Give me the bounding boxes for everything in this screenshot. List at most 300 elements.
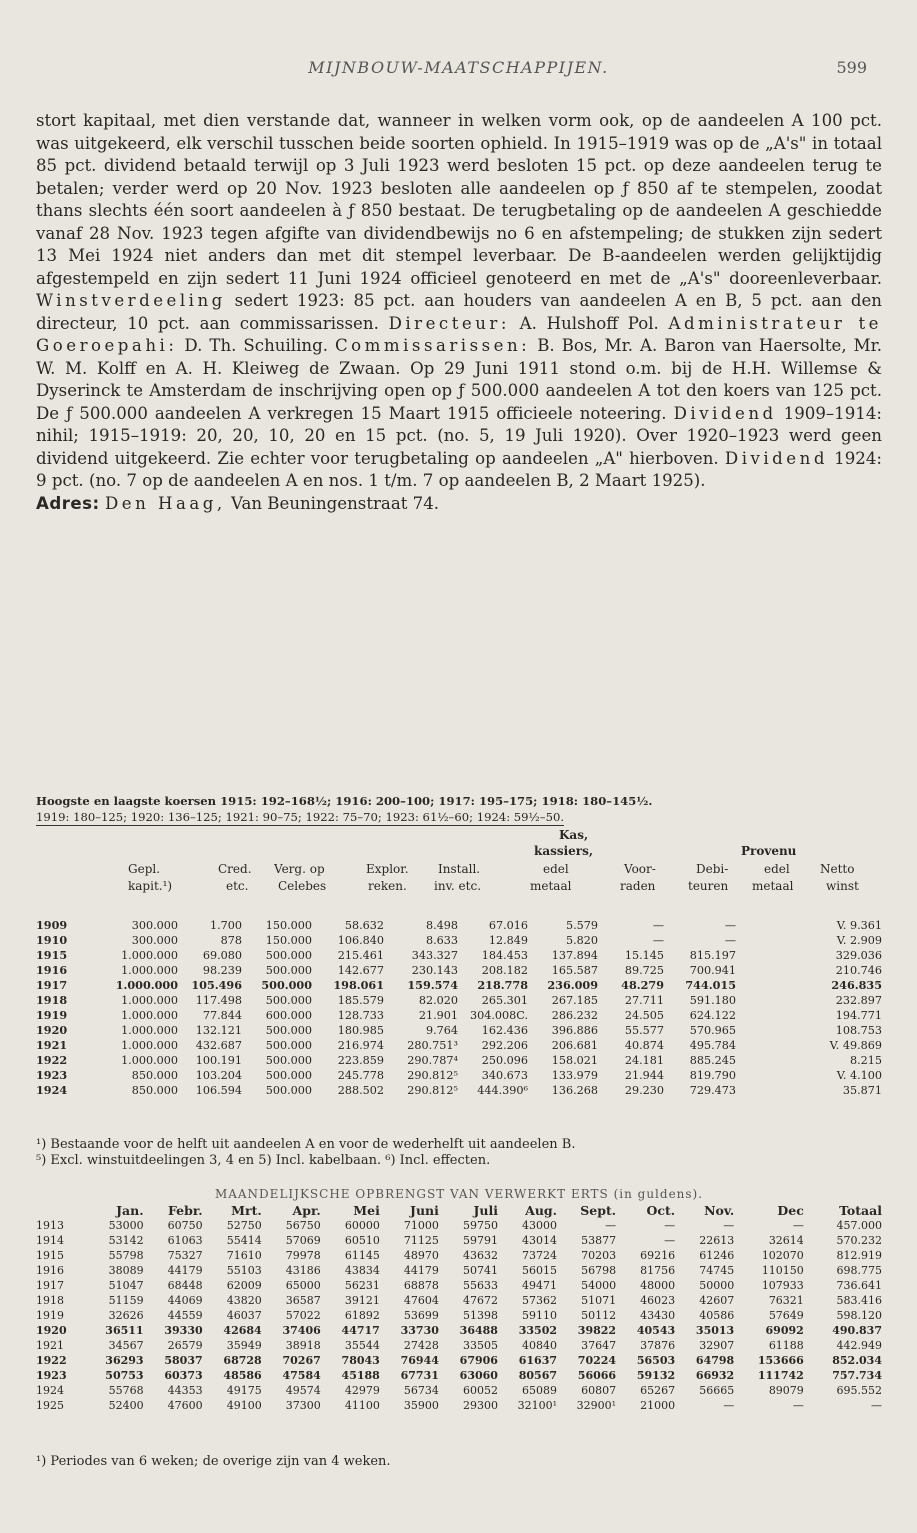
- kas-cell: 878: [220, 934, 242, 947]
- maand-cell: 40543: [636, 1324, 676, 1337]
- kas-year-cell: 1923: [36, 1068, 68, 1082]
- maand-cell: —: [871, 1399, 882, 1412]
- kas-cell: 159.574: [407, 978, 458, 992]
- kas-row: [36, 1068, 882, 1083]
- hdr-provenu: Provenu: [741, 844, 797, 858]
- maand-cell: 34567: [108, 1339, 144, 1352]
- kas-cell: V. 4.100: [836, 1069, 882, 1082]
- kas-cell: V. 49.869: [829, 1039, 882, 1052]
- maand-cell: 68878: [403, 1279, 439, 1292]
- kas-cell: 329.036: [835, 949, 882, 962]
- maand-cell: 44069: [167, 1294, 203, 1307]
- kas-cell: 136.268: [551, 1084, 598, 1097]
- maand-cell: 43186: [285, 1264, 321, 1277]
- kas-table: [36, 918, 882, 1098]
- kas-cell: 300.000: [131, 919, 178, 932]
- kas-cell: 128.733: [337, 1009, 384, 1022]
- maand-cell: 39822: [577, 1324, 617, 1337]
- maand-cell: 111742: [757, 1369, 804, 1382]
- kas-cell: 12.849: [488, 934, 528, 947]
- kas-cell: 82.020: [418, 994, 458, 1007]
- maand-cell: 65267: [640, 1384, 676, 1397]
- hdr-cred-2: etc.: [226, 879, 249, 893]
- kas-cell: 29.230: [624, 1084, 664, 1097]
- kas-cell: 246.835: [831, 978, 882, 992]
- hdr-prov-1: edel: [764, 862, 790, 876]
- maand-cell: 51047: [108, 1279, 144, 1292]
- maand-cell: 48970: [403, 1249, 439, 1262]
- page-number: 599: [836, 58, 867, 77]
- maand-cell: 38918: [285, 1339, 321, 1352]
- kas-row: [36, 1023, 882, 1038]
- maand-cell: 36293: [105, 1354, 144, 1367]
- label-dividend-2: Dividend: [724, 448, 828, 468]
- maand-cell: 76321: [768, 1294, 804, 1307]
- maand-year-cell: 1918: [36, 1294, 64, 1307]
- maand-cell: 60052: [462, 1384, 498, 1397]
- body-text: [36, 110, 882, 515]
- kas-cell: —: [652, 934, 664, 947]
- label-commissarissen: Commissarissen:: [334, 336, 531, 355]
- maand-year-cell: 1925: [36, 1399, 64, 1412]
- maand-cell: 48000: [640, 1279, 676, 1292]
- maand-cell: 33730: [400, 1324, 439, 1337]
- kas-cell: 236.009: [547, 978, 598, 992]
- kas-cell: 267.185: [551, 994, 598, 1007]
- maand-cell: 42684: [223, 1324, 262, 1337]
- kas-cell: 142.677: [337, 964, 384, 977]
- maand-cell: 32900¹: [576, 1399, 617, 1412]
- maand-cell: 153666: [757, 1354, 804, 1367]
- hdr-expl-2: reken.: [368, 879, 407, 893]
- maand-cell: 44353: [167, 1384, 203, 1397]
- maand-cell: 36488: [459, 1324, 498, 1337]
- kas-cell: 1.000.000: [121, 1009, 178, 1022]
- kas-row: [36, 978, 882, 993]
- kas-cell: 885.245: [689, 1054, 736, 1067]
- kas-cell: 5.579: [565, 919, 598, 932]
- maand-year-cell: 1920: [36, 1324, 67, 1337]
- maand-header-cell: Juni: [410, 1203, 439, 1218]
- kas-cell: 850.000: [131, 1069, 178, 1082]
- kas-cell: 396.886: [551, 1024, 598, 1037]
- maand-cell: 35013: [695, 1324, 735, 1337]
- maand-cell: 49100: [226, 1399, 262, 1412]
- kas-cell: 58.632: [344, 919, 384, 932]
- kas-year-cell: 1920: [36, 1023, 68, 1037]
- kas-cell: 5.820: [565, 934, 598, 947]
- maand-cell: 44179: [403, 1264, 439, 1277]
- kas-cell: 343.327: [411, 949, 458, 962]
- kas-row: [36, 918, 882, 933]
- maand-cell: 442.949: [836, 1339, 882, 1352]
- hdr-verg-1: Verg. op: [274, 862, 325, 876]
- maand-cell: 39330: [164, 1324, 203, 1337]
- kas-cell: 137.894: [551, 949, 598, 962]
- kas-cell: 55.577: [624, 1024, 664, 1037]
- maand-header-cell: Juli: [473, 1203, 498, 1218]
- kas-cell: 184.453: [481, 949, 528, 962]
- maand-cell: 44179: [167, 1264, 203, 1277]
- kas-year-cell: 1909: [36, 918, 68, 932]
- maand-cell: 89079: [768, 1384, 804, 1397]
- kas-cell: 280.751³: [407, 1039, 458, 1052]
- kas-cell: 500.000: [261, 978, 312, 992]
- kas-cell: 24.181: [624, 1054, 664, 1067]
- kas-cell: 24.505: [624, 1009, 664, 1022]
- maand-row: [36, 1353, 882, 1368]
- maand-header-row: [36, 1203, 882, 1218]
- maand-cell: 54000: [581, 1279, 617, 1292]
- kas-row: [36, 1083, 882, 1098]
- maand-cell: 37876: [640, 1339, 676, 1352]
- label-adres: Adres:: [36, 493, 100, 513]
- kas-cell: 230.143: [411, 964, 458, 977]
- maand-cell: 81756: [640, 1264, 676, 1277]
- maand-year-cell: 1916: [36, 1264, 64, 1277]
- maand-cell: 33502: [518, 1324, 558, 1337]
- note-2: ⁵) Excl. winstuitdeelingen 3, 4 en 5) Incl. kabelbaan. ⁶) Incl. effecten.: [36, 1153, 491, 1168]
- kas-cell: 292.206: [481, 1039, 528, 1052]
- label-administrateur: Administrateur te Goeroepahi:: [36, 313, 883, 355]
- kas-year-cell: 1921: [36, 1038, 68, 1052]
- maand-cell: 65089: [522, 1384, 558, 1397]
- maand-row: [36, 1398, 882, 1413]
- kas-cell: 729.473: [689, 1084, 736, 1097]
- kas-year-cell: 1915: [36, 948, 68, 962]
- kas-cell: 500.000: [265, 1024, 312, 1037]
- maand-cell: 47584: [282, 1369, 321, 1382]
- maand-row: [36, 1308, 882, 1323]
- maand-cell: 44717: [341, 1324, 380, 1337]
- kas-cell: 1.700: [209, 919, 242, 932]
- hdr-prov-2: metaal: [752, 879, 794, 893]
- maand-cell: 57649: [768, 1309, 804, 1322]
- maand-row: [36, 1293, 882, 1308]
- kas-year-cell: 1917: [36, 978, 68, 992]
- maand-cell: 852.034: [832, 1354, 882, 1367]
- label-dividend-1: Dividend: [673, 403, 777, 423]
- kas-year-cell: 1910: [36, 933, 68, 947]
- maand-cell: 21000: [640, 1399, 676, 1412]
- maand-cell: 35900: [403, 1399, 439, 1412]
- maand-cell: 71610: [226, 1249, 262, 1262]
- kas-cell: 500.000: [265, 994, 312, 1007]
- maand-cell: 65000: [285, 1279, 321, 1292]
- maand-cell: —: [605, 1219, 617, 1232]
- kas-cell: 500.000: [265, 1039, 312, 1052]
- hdr-netto-1: Netto: [820, 862, 855, 876]
- commissarissen-text: B. Bos, Mr. A. Baron van Haersolte, Mr. W. M. Kolff en A. H. Kleiweg de Zwaan. Op 29 Juni 1911 stond o.m. bij de H.H. Willemse & Dyserinck te Amsterdam de inschrijving open op ƒ 500.000 aandeelen A tot den koers van 125 pct. De ƒ 500.000 aandeelen A verkregen 15 Maart 1915 officieele noteering.: [36, 336, 882, 423]
- kas-cell: 106.840: [337, 934, 384, 947]
- maand-cell: 102070: [761, 1249, 804, 1262]
- maand-cell: 43632: [462, 1249, 498, 1262]
- maand-cell: 62009: [226, 1279, 262, 1292]
- maand-cell: 40840: [522, 1339, 558, 1352]
- kas-cell: 198.061: [333, 978, 384, 992]
- maand-cell: 47672: [462, 1294, 498, 1307]
- maand-cell: 27428: [403, 1339, 439, 1352]
- kas-cell: 570.965: [689, 1024, 736, 1037]
- running-header: MIJNBOUW-MAATSCHAPPIJEN.: [308, 58, 609, 77]
- dividend-2-text: 1924: 9 pct. (no. 7 op de aandeelen A en nos. 1 t/m. 7 op aandeelen B, 2 Maart 1925).: [36, 448, 882, 490]
- maand-cell: 51071: [581, 1294, 617, 1307]
- hdr-debi-2: teuren: [688, 879, 729, 893]
- maand-header-cell: Sept.: [580, 1203, 617, 1218]
- maand-header-cell: Mei: [353, 1203, 380, 1218]
- maand-cell: —: [792, 1399, 804, 1412]
- maand-cell: 61637: [518, 1354, 558, 1367]
- kas-row: [36, 1053, 882, 1068]
- kas-cell: 500.000: [265, 964, 312, 977]
- kas-cell: 850.000: [131, 1084, 178, 1097]
- kas-cell: —: [724, 919, 736, 932]
- kas-cell: 180.985: [337, 1024, 384, 1037]
- maand-cell: 63060: [459, 1369, 498, 1382]
- maand-cell: —: [664, 1234, 676, 1247]
- maand-year-cell: 1923: [36, 1369, 67, 1382]
- kas-cell: 232.897: [835, 994, 882, 1007]
- kas-cell: 288.502: [337, 1084, 384, 1097]
- maand-cell: 53142: [108, 1234, 144, 1247]
- kas-cell: 1.000.000: [121, 1039, 178, 1052]
- maand-cell: 43834: [344, 1264, 380, 1277]
- maand-cell: 69092: [765, 1324, 804, 1337]
- maand-cell: 45188: [341, 1369, 380, 1382]
- maand-year-cell: 1921: [36, 1339, 64, 1352]
- kas-cell: 250.096: [481, 1054, 528, 1067]
- kas-cell: 77.844: [202, 1009, 242, 1022]
- maand-cell: 53699: [403, 1309, 439, 1322]
- kas-cell: 819.790: [689, 1069, 736, 1082]
- maand-cell: 55633: [462, 1279, 498, 1292]
- maand-cell: 53000: [108, 1219, 144, 1232]
- maand-table-title: MAANDELIJKSCHE OPBRENGST VAN VERWERKT ERTS (in guldens).: [214, 1187, 704, 1201]
- maand-cell: 50753: [105, 1369, 144, 1382]
- kas-cell: 108.753: [835, 1024, 882, 1037]
- hdr-gepl-1: Gepl.: [128, 862, 161, 876]
- hdr-edel-2: metaal: [530, 879, 572, 893]
- maand-cell: 56734: [403, 1384, 439, 1397]
- maand-cell: 48586: [223, 1369, 262, 1382]
- maand-cell: 698.775: [836, 1264, 882, 1277]
- kas-cell: 194.771: [835, 1009, 882, 1022]
- kas-cell: 208.182: [481, 964, 528, 977]
- maand-cell: 583.416: [836, 1294, 882, 1307]
- maand-cell: 32907: [699, 1339, 735, 1352]
- kas-cell: 432.687: [195, 1039, 242, 1052]
- kas-cell: 1.000.000: [121, 994, 178, 1007]
- maand-cell: 22613: [699, 1234, 735, 1247]
- maand-cell: 60807: [581, 1384, 617, 1397]
- maand-year-cell: 1914: [36, 1234, 64, 1247]
- maand-cell: 55768: [108, 1384, 144, 1397]
- maand-cell: 33505: [462, 1339, 498, 1352]
- maand-cell: 51398: [462, 1309, 498, 1322]
- kas-cell: 133.979: [551, 1069, 598, 1082]
- maand-header-cell: Aug.: [525, 1203, 558, 1218]
- kas-cell: 27.711: [624, 994, 664, 1007]
- maand-cell: 598.120: [836, 1309, 882, 1322]
- maand-row: [36, 1323, 882, 1338]
- maand-cell: 75327: [167, 1249, 203, 1262]
- kas-cell: 500.000: [265, 1084, 312, 1097]
- hdr-inst-1: Install.: [438, 862, 481, 876]
- maand-cell: 68448: [167, 1279, 203, 1292]
- maand-cell: 42979: [344, 1384, 380, 1397]
- kas-cell: 624.122: [689, 1009, 736, 1022]
- maand-cell: 35949: [226, 1339, 262, 1352]
- maand-header-cell: Jan.: [116, 1203, 144, 1218]
- kas-cell: 48.279: [621, 978, 664, 992]
- maand-cell: 37406: [282, 1324, 321, 1337]
- maand-year-cell: 1913: [36, 1219, 64, 1232]
- maand-header-cell: Febr.: [167, 1203, 203, 1218]
- maand-cell: 56231: [344, 1279, 380, 1292]
- maand-cell: 36587: [285, 1294, 321, 1307]
- kas-cell: 304.008C.: [470, 1009, 528, 1022]
- hdr-voor-2: raden: [620, 879, 656, 893]
- maand-cell: 51159: [108, 1294, 144, 1307]
- maand-cell: 69216: [640, 1249, 676, 1262]
- kas-row: [36, 1038, 882, 1053]
- kas-cell: 340.673: [481, 1069, 528, 1082]
- maand-header-cell: Totaal: [839, 1203, 882, 1218]
- kas-cell: 215.461: [337, 949, 384, 962]
- kas-cell: 218.778: [477, 978, 528, 992]
- maand-row: [36, 1368, 882, 1383]
- maand-cell: 56015: [522, 1264, 558, 1277]
- maand-header-cell: Apr.: [292, 1203, 321, 1218]
- label-winstverdeeling: Winstverdeeling: [36, 291, 226, 310]
- maand-table: [36, 1203, 882, 1413]
- hdr-debi-1: Debi-: [696, 862, 729, 876]
- kas-year-cell: 1916: [36, 963, 68, 977]
- kas-cell: 150.000: [265, 919, 312, 932]
- maand-cell: 695.552: [836, 1384, 882, 1397]
- kas-cell: —: [724, 934, 736, 947]
- hdr-gepl-2: kapit.¹): [128, 879, 173, 893]
- kas-cell: 15.145: [624, 949, 664, 962]
- maand-cell: 67731: [400, 1369, 439, 1382]
- maand-cell: 53877: [581, 1234, 617, 1247]
- maand-header-cell: Mrt.: [231, 1203, 262, 1218]
- maand-cell: 46037: [226, 1309, 262, 1322]
- maand-cell: 61892: [344, 1309, 380, 1322]
- hdr-voor-1: Voor-: [624, 862, 656, 876]
- maand-cell: 812.919: [836, 1249, 882, 1262]
- kas-cell: 700.941: [689, 964, 736, 977]
- kas-row: [36, 993, 882, 1008]
- kas-cell: —: [652, 919, 664, 932]
- maand-row: [36, 1233, 882, 1248]
- maand-cell: 26579: [167, 1339, 203, 1352]
- hdr-verg-2: Celebes: [278, 879, 327, 893]
- maand-table-block: [36, 1203, 882, 1413]
- kas-cell: 1.000.000: [115, 978, 178, 992]
- maand-header-cell: Dec: [777, 1203, 804, 1218]
- kas-table-block: [36, 828, 882, 1098]
- maand-cell: 37647: [581, 1339, 617, 1352]
- maand-cell: 60510: [344, 1234, 380, 1247]
- kas-cell: 290.787⁴: [407, 1054, 458, 1067]
- maand-cell: —: [723, 1399, 735, 1412]
- paragraph-intro: stort kapitaal, met dien verstande dat, wanneer in welken vorm ook, op de aandeelen A 100 pct. was uitgekeerd, elk verschil tusschen beide soorten ophield. In 1915–1919 was op de „A's" in totaal 85 pct. dividend betaald terwijl op 3 Juli 1923 werd besloten 15 pct. op deze aandeelen terug te betalen; verder werd op 20 Nov. 1923 besloten alle aandeelen op ƒ 850 af te stempelen, zoodat thans slechts één soort aandeelen à ƒ 850 bestaat. De terugbetaling op de aandeelen A geschiedde vanaf 28 Nov. 1923 tegen afgifte van dividendbewijs no 6 en afstempeling; de stukken zijn sedert 13 Mei 1924 niet anders dan met dit stempel leverbaar. De B-aandeelen werden gelijktijdig afgestempeld en zijn sedert 11 Juni 1924 officieel genoteerd en met de „A's" dooreenleverbaar.: [36, 111, 882, 288]
- kas-cell: 591.180: [689, 994, 736, 1007]
- kas-cell: 216.974: [337, 1039, 384, 1052]
- maand-cell: 78043: [341, 1354, 380, 1367]
- maand-row: [36, 1218, 882, 1233]
- maand-cell: 736.641: [836, 1279, 882, 1292]
- kas-notes: [36, 1137, 882, 1169]
- maand-cell: 56798: [581, 1264, 617, 1277]
- maand-cell: 42607: [699, 1294, 735, 1307]
- kas-cell: 162.436: [481, 1024, 528, 1037]
- maand-cell: 57362: [522, 1294, 558, 1307]
- kas-cell: 100.191: [195, 1054, 242, 1067]
- maand-cell: 43014: [522, 1234, 558, 1247]
- maand-cell: 73724: [522, 1249, 558, 1262]
- maand-cell: 60000: [344, 1219, 380, 1232]
- kas-cell: 495.784: [689, 1039, 736, 1052]
- kas-cell: 103.204: [195, 1069, 242, 1082]
- maand-cell: 107933: [761, 1279, 804, 1292]
- kas-cell: 210.746: [835, 964, 882, 977]
- maand-cell: 490.837: [832, 1324, 882, 1337]
- kas-row: [36, 948, 882, 963]
- maand-cell: 64798: [695, 1354, 735, 1367]
- maand-year-cell: 1924: [36, 1384, 64, 1397]
- kas-row: [36, 963, 882, 978]
- kas-cell: 444.390⁶: [477, 1084, 528, 1097]
- kas-year-cell: 1922: [36, 1053, 68, 1067]
- maand-row: [36, 1248, 882, 1263]
- maand-cell: 46023: [640, 1294, 676, 1307]
- adres-city: Den Haag,: [104, 493, 226, 513]
- maand-cell: 56665: [699, 1384, 735, 1397]
- maand-cell: 56503: [636, 1354, 676, 1367]
- kas-year-cell: 1924: [36, 1083, 68, 1097]
- directeur-text: A. Hulshoff Pol.: [519, 313, 659, 333]
- maand-cell: 37300: [285, 1399, 321, 1412]
- maand-cell: 80567: [518, 1369, 558, 1382]
- maand-cell: 56066: [577, 1369, 617, 1382]
- maand-cell: 70267: [282, 1354, 321, 1367]
- maand-cell: 57069: [285, 1234, 321, 1247]
- maand-year-cell: 1922: [36, 1354, 67, 1367]
- kas-cell: 500.000: [265, 949, 312, 962]
- maand-header-cell: Nov.: [704, 1203, 735, 1218]
- maand-cell: —: [792, 1219, 804, 1232]
- maand-cell: 61188: [768, 1339, 804, 1352]
- kas-cell: 1.000.000: [121, 964, 178, 977]
- kas-cell: 290.812⁵: [407, 1069, 458, 1082]
- maand-cell: 59110: [522, 1309, 558, 1322]
- kas-cell: 1.000.000: [121, 1024, 178, 1037]
- kas-year-cell: 1919: [36, 1008, 68, 1022]
- kas-cell: 21.944: [624, 1069, 664, 1082]
- maand-cell: 76944: [400, 1354, 439, 1367]
- maand-cell: 50000: [699, 1279, 735, 1292]
- kas-cell: 105.496: [191, 978, 242, 992]
- kas-cell: 1.000.000: [121, 1054, 178, 1067]
- maand-row: [36, 1383, 882, 1398]
- winstverdeeling-text: sedert 1923: 85 pct. aan houders van aandeelen A en B, 5 pct. aan den directeur, 10 pct. aan commissarissen.: [36, 291, 882, 333]
- hdr-cred-1: Cred.: [218, 862, 252, 876]
- maand-cell: 55414: [226, 1234, 262, 1247]
- hdr-edel-1: edel: [543, 862, 569, 876]
- maand-cell: 68728: [223, 1354, 262, 1367]
